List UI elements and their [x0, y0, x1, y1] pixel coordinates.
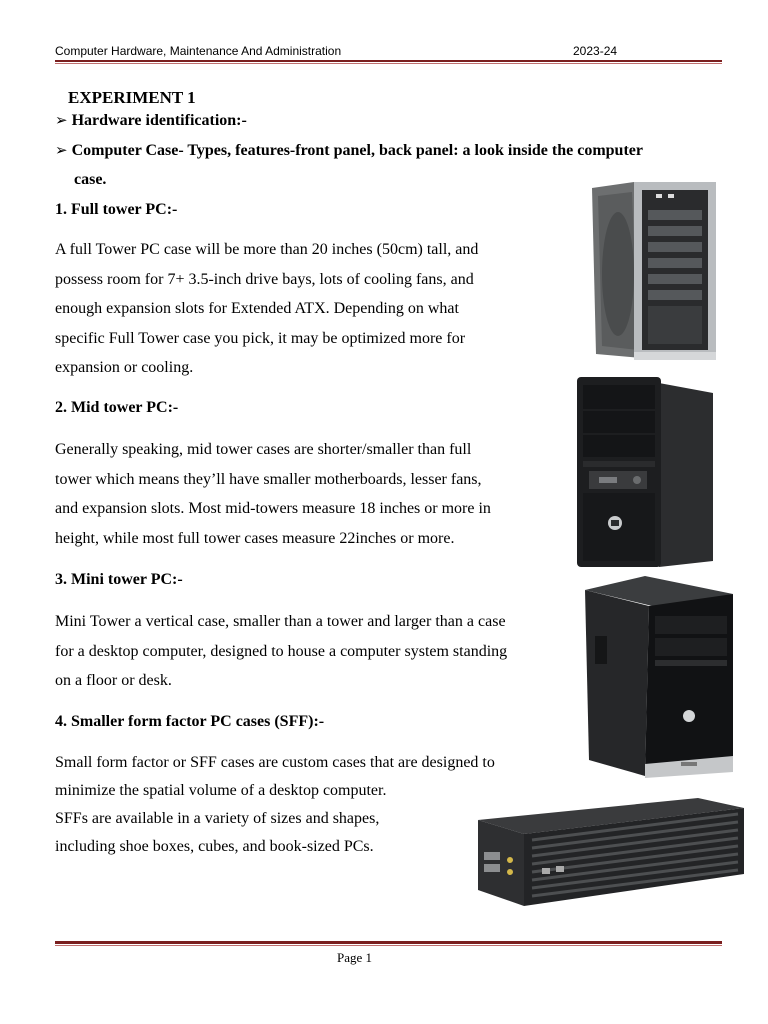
text-line: and expansion slots. Most mid-towers measure 18 inches or more in: [55, 500, 491, 517]
header-year: 2023-24: [573, 44, 618, 58]
arrow-bullet-icon: ➢: [55, 141, 68, 159]
text-line: SFFs are available in a variety of sizes and shapes,: [55, 810, 380, 827]
text-line: expansion or cooling.: [55, 359, 194, 376]
section-body-sff: [55, 749, 495, 861]
bullet-hardware: [55, 111, 247, 130]
bullet-case-cont: case.: [74, 171, 107, 188]
sff-case-photo: [472, 794, 746, 908]
footer-rule-bottom: [55, 945, 722, 946]
section-heading-sff: 4. Smaller form factor PC cases (SFF):-: [55, 713, 325, 730]
page-number: Page 1: [337, 950, 373, 965]
text-line: including shoe boxes, cubes, and book-sized PCs.: [55, 838, 374, 855]
text-line: height, while most full tower cases measure 22inches or more.: [55, 529, 455, 547]
text-line: minimize the spatial volume of a desktop computer.: [55, 782, 387, 799]
text-line: Small form factor or SFF cases are custom cases that are designed to: [55, 754, 495, 771]
text-line: tower which means they’ll have smaller motherboards, lesser fans,: [55, 470, 482, 488]
section-heading-full-tower: 1. Full tower PC:-: [55, 201, 178, 218]
header-rule-bottom: [55, 63, 722, 64]
mid-tower-case-photo: [577, 377, 715, 569]
text-line: enough expansion slots for Extended ATX. Depending on what: [55, 300, 459, 317]
section-body-full-tower: [55, 235, 478, 383]
footer-rule-top: [55, 941, 722, 944]
full-tower-case-photo: [590, 182, 720, 362]
header-course: Computer Hardware, Maintenance And Administration: [55, 44, 342, 58]
bullet-text: Computer Case- Types, features-front panel, back panel: a look inside the computer: [71, 142, 643, 159]
bullet-case: [55, 141, 643, 160]
text-line: Generally speaking, mid tower cases are shorter/smaller than full: [55, 441, 472, 458]
section-heading-mid-tower: 2. Mid tower PC:-: [55, 399, 179, 416]
section-body-mini-tower: [55, 607, 507, 696]
text-line: specific Full Tower case you pick, it may be optimized more for: [55, 329, 466, 347]
text-line: A full Tower PC case will be more than 20 inches (50cm) tall, and: [55, 241, 479, 258]
section-body-mid-tower: [55, 435, 491, 553]
text-line: Mini Tower a vertical case, smaller than a tower and larger than a case: [55, 613, 506, 630]
experiment-title: EXPERIMENT 1: [68, 88, 196, 107]
mini-tower-case-photo: [585, 576, 735, 778]
bullet-text: Hardware identification:-: [71, 112, 247, 129]
section-heading-mini-tower: 3. Mini tower PC:-: [55, 571, 183, 588]
header-rule-top: [55, 60, 722, 62]
arrow-bullet-icon: ➢: [55, 111, 68, 129]
text-line: possess room for 7+ 3.5-inch drive bays, lots of cooling fans, and: [55, 270, 474, 288]
text-line: for a desktop computer, designed to house a computer system standing: [55, 642, 508, 660]
text-line: on a floor or desk.: [55, 672, 172, 689]
